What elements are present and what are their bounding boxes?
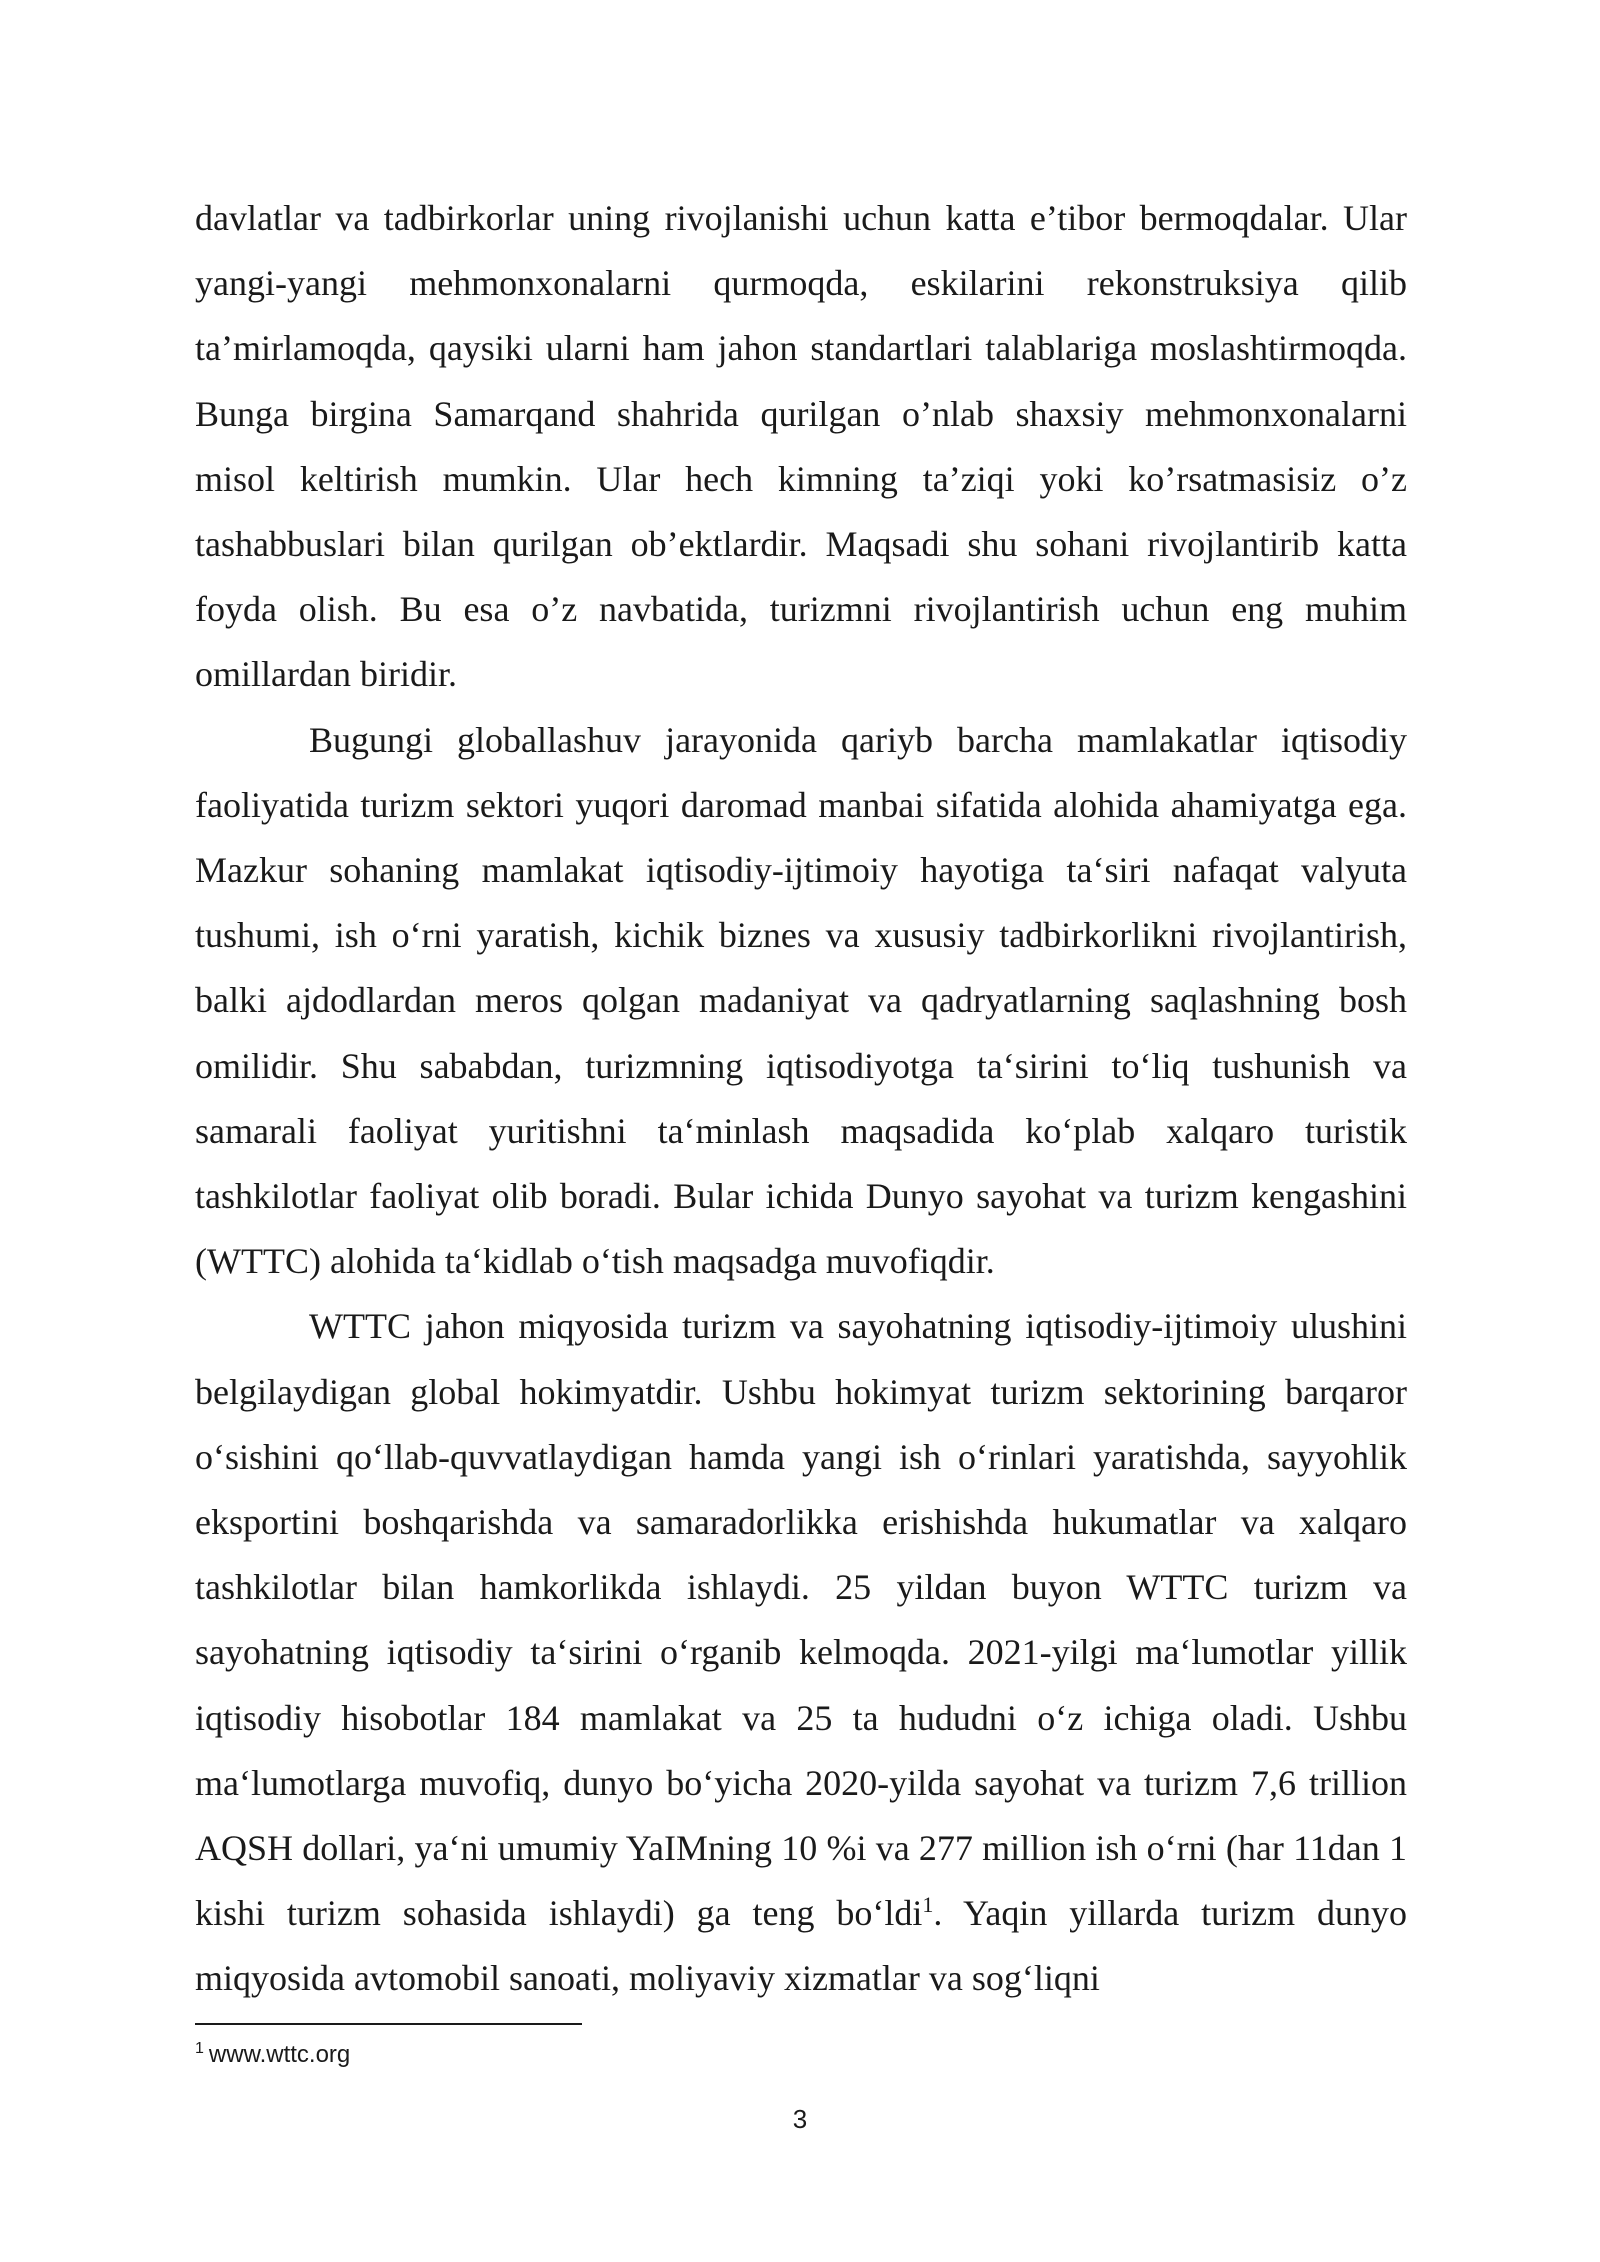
footnote-separator bbox=[195, 2023, 582, 2025]
paragraph-3-text: WTTC jahon miqyosida turizm va sayohatning iqtisodiy-ijtimoiy ulushini belgilaydigan global hokimyatdir. Ushbu hokimyat turizm sektorining barqaror o‘sishini qo‘llab-quvvatlaydigan hamda yangi ish o‘rinlari yaratishda, sayyohlik eksportini boshqarishda va samaradorlikka erishishda hukumatlar va xalqaro tashkilotlar bilan hamkorlikda ishlaydi. 25 yildan buyon WTTC turizm va sayohatning iqtisodiy ta‘sirini o‘rganib kelmoqda. 2021-yilgi ma‘lumotlar yillik iqtisodiy hisobotlar 184 mamlakat va 25 ta hududni o‘z ichiga oladi. Ushbu ma‘lumotlarga muvofiq, dunyo bo‘yicha 2020-yilda sayohat va turizm 7,6 trillion AQSH dollari, ya‘ni umumiy YaIMning 10 %i va 277 million ish o‘rni (har 11dan 1 kishi turizm sohasida ishlaydi) ga teng bo‘ldi bbox=[195, 1306, 1407, 1934]
footnote-mark: 1 bbox=[195, 2040, 204, 2057]
footnote bbox=[195, 2040, 350, 2070]
footnote-reference[interactable]: 1 bbox=[922, 1892, 934, 1918]
paragraph-2: Bugungi globallashuv jarayonida qariyb barcha mamlakatlar iqtisodiy faoliyatida turizm sektori yuqori daromad manbai sifatida alohida ahamiyatga ega. Mazkur sohaning mamlakat iqtisodiy-ijtimoiy hayotiga ta‘siri nafaqat valyuta tushumi, ish o‘rni yaratish, kichik biznes va xususiy tadbirkorlikni rivojlantirish, balki ajdodlardan meros qolgan madaniyat va qadryatlarning saqlashning bosh omilidir. Shu sababdan, turizmning iqtisodiyotga ta‘sirini to‘liq tushunish va samarali faoliyat yuritishni ta‘minlash maqsadida ko‘plab xalqaro turistik tashkilotlar faoliyat olib boradi. Bular ichida Dunyo sayohat va turizm kengashini (WTTC) alohida ta‘kidlab o‘tish maqsadga muvofiqdir. bbox=[195, 719, 1407, 1282]
body-text bbox=[195, 186, 1407, 2012]
footnote-text: www.wttc.org bbox=[208, 2041, 351, 2068]
paragraph-3 bbox=[195, 1294, 1407, 2011]
page-number: 3 bbox=[792, 2104, 808, 2134]
paragraph-3-continuation: . Yaqin yillarda turizm dunyo miqyosida avtomobil sanoati, moliyaviy xizmatlar va sog‘liqni bbox=[195, 1893, 1407, 1999]
paragraph-1: davlatlar va tadbirkorlar uning rivojlanishi uchun katta e’tibor bermoqdalar. Ular yangi-yangi mehmonxonalarni qurmoqda, eskilarini rekonstruksiya qilib ta’mirlamoqda, qaysiki ularni ham jahon standartlari talablariga moslashtirmoqda. Bunga birgina Samarqand shahrida qurilgan o’nlab shaxsiy mehmonxonalarni misol keltirish mumkin. Ular hech kimning ta’ziqi yoki ko’rsatmasisiz o’z tashabbuslari bilan qurilgan ob’ektlardir. Maqsadi shu sohani rivojlantirib katta foyda olish. Bu esa o’z navbatida, turizmni rivojlantirish uchun eng muhim omillardan biridir. bbox=[195, 198, 1407, 695]
